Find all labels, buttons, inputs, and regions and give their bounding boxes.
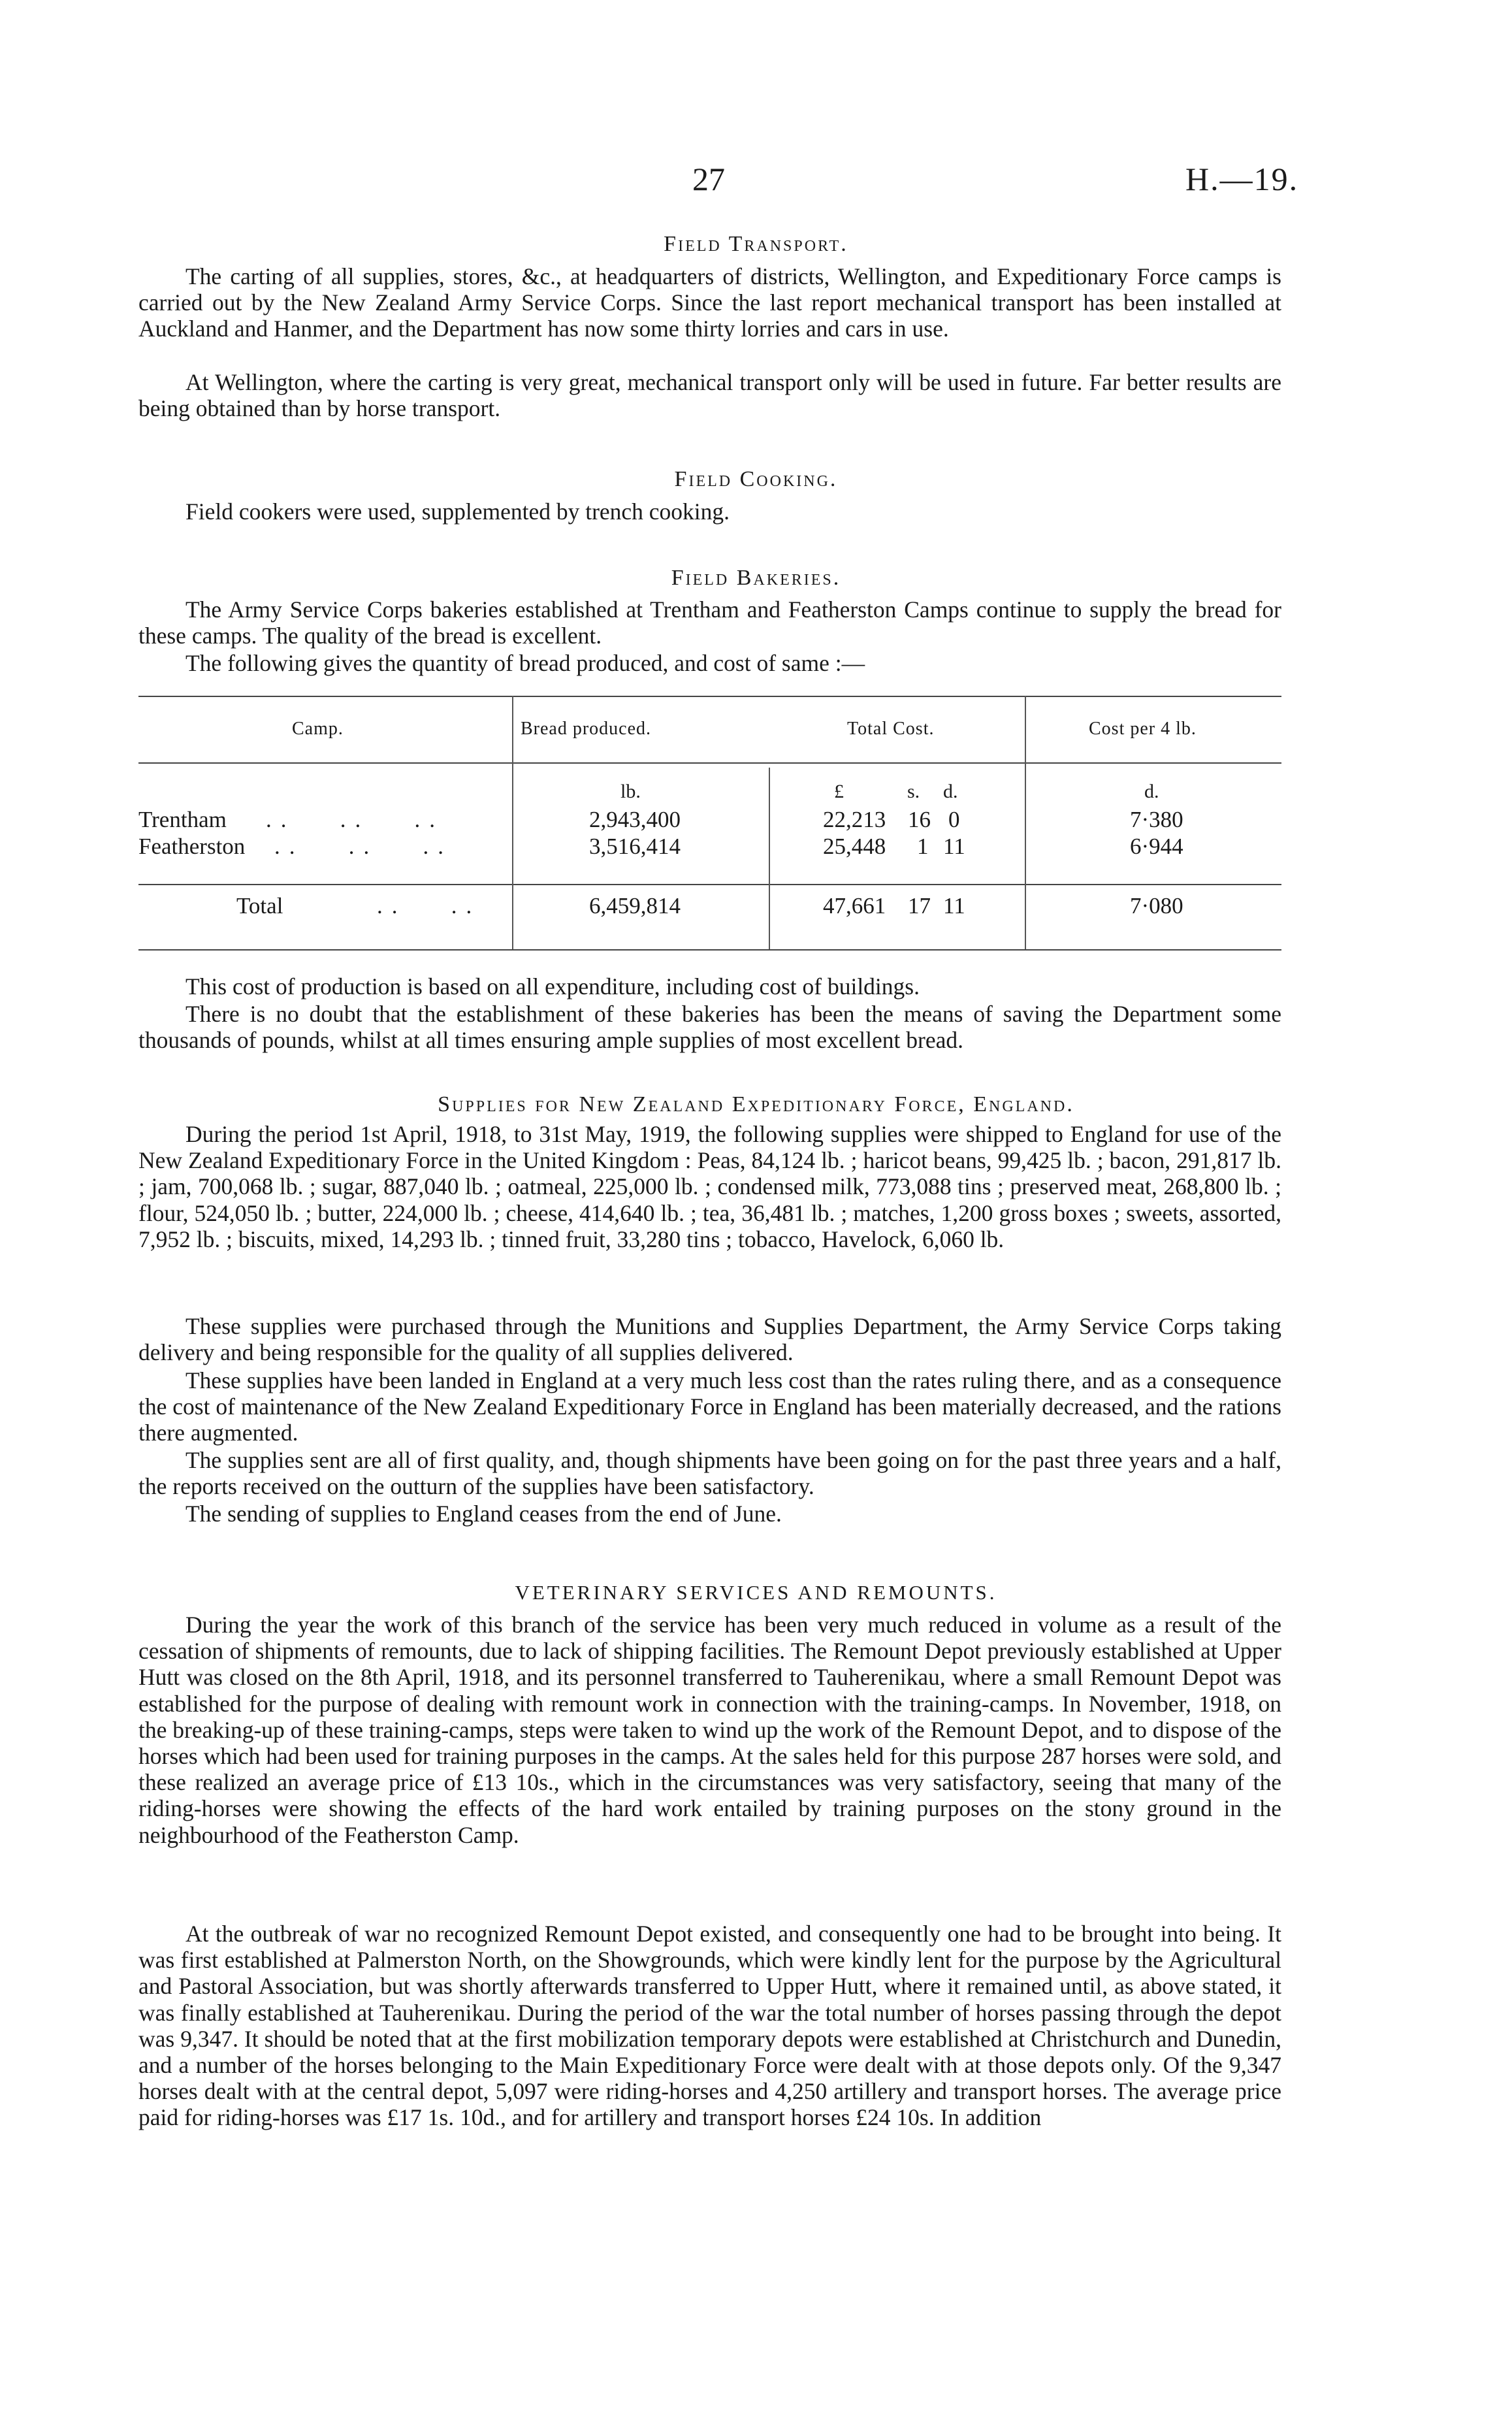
document-reference: H.—19.: [1185, 161, 1299, 197]
row-featherston-cost-per-4lb: 6·944: [1130, 834, 1183, 859]
field-bakeries-paragraph-2: The following gives the quantity of bread produced, and cost of same :—: [185, 650, 865, 676]
supplies-paragraph-1: During the period 1st April, 1918, to 31st May, 1919, the following supplies were shipped to England for use of the New Zealand Expeditionary Force in the United Kingdom : Peas, 84,124 lb. ; haricot beans, 99,425 lb. ; bacon, 291,817 lb. ; jam, 700,068 lb. ; sugar, 887,040 lb. ; oatmeal, 225,000 lb. ; condensed milk, 773,088 tins ; preserved meat, 268,800 lb. ; flour, 524,050 lb. ; butter, 224,000 lb. ; cheese, 414,640 lb. ; tea, 36,481 lb. ; matches, 1,200 gross boxes ; sweets, assorted, 7,952 lb. ; biscuits, mixed, 14,293 lb. ; tinned fruit, 33,280 tins ; tobacco, Havelock, 6,060 lb.: [138, 1121, 1281, 1252]
total-shillings: 17: [908, 893, 931, 919]
row-trentham-pence: 0: [948, 807, 960, 832]
row-trentham-camp: Trentham: [138, 807, 227, 832]
unit-pence: d.: [943, 781, 958, 802]
header-camp: Camp.: [292, 719, 344, 739]
field-transport-paragraph-2: At Wellington, where the carting is very great, mechanical transport only will be used in future. Far better results are being obtained than by horse transport.: [138, 369, 1281, 422]
row-trentham-pounds: 22,213: [823, 807, 886, 832]
row-trentham-cost-per-4lb: 7·380: [1130, 807, 1183, 832]
unit-per-4lb: d.: [1144, 781, 1159, 802]
total-pounds: 47,661: [823, 893, 886, 919]
unit-pounds: £: [834, 781, 844, 802]
supplies-heading: Supplies for New Zealand Expeditionary Force, England.: [438, 1092, 1074, 1116]
row-featherston-bread: 3,516,414: [589, 834, 681, 859]
veterinary-heading: VETERINARY SERVICES AND REMOUNTS.: [515, 1581, 997, 1604]
total-label: Total: [236, 893, 283, 919]
bakeries-after-paragraph-2: There is no doubt that the establishment of these bakeries has been the means of saving the Department some thousands of pounds, whilst at all times ensuring ample supplies of most excellent bread.: [138, 1001, 1281, 1054]
field-cooking-paragraph: Field cookers were used, supplemented by trench cooking.: [185, 498, 730, 525]
table-column-divider: [769, 768, 770, 949]
header-bread-produced: Bread produced.: [521, 719, 652, 739]
supplies-paragraph-4: The supplies sent are all of first quality, and, though shipments have been going on for the past three years and a half, the reports received on the outturn of the supplies have been satisfactory.: [138, 1447, 1281, 1500]
page-number: 27: [692, 161, 725, 197]
veterinary-paragraph-1: During the year the work of this branch of the service has been very much reduced in volume as a result of the cessation of shipments of remounts, due to lack of shipping facilities. The Remount Depot previously established at Upper Hutt was closed on the 8th April, 1918, and its personnel transferred to Tauherenikau, where a small Remount Depot was established for the purpose of dealing with remount work in connection with the training-camps. In November, 1918, on the breaking-up of these training-camps, steps were taken to wind up the work of the Remount Depot, and to dispose of the horses which had been used for training purposes in the camps. At the sales held for this purpose 287 horses were sold, and these realized an average price of £13 10s., which in the circumstances was very satisfactory, seeing that many of the riding-horses were showing the effects of the hard work entailed by training purposes on the stony ground in the neighbourhood of the Featherston Camp.: [138, 1612, 1281, 1848]
row-featherston-camp: Featherston: [138, 834, 246, 859]
row-trentham-bread: 2,943,400: [589, 807, 681, 832]
unit-lb: lb.: [620, 781, 641, 802]
header-cost-per-4lb: Cost per 4 lb.: [1089, 719, 1197, 739]
row-featherston-pounds: 25,448: [823, 834, 886, 859]
leader-dots: .. .. ..: [274, 834, 453, 859]
total-cost-per-4lb: 7·080: [1130, 893, 1183, 919]
total-bread: 6,459,814: [589, 893, 681, 919]
veterinary-paragraph-2: At the outbreak of war no recognized Remount Depot existed, and consequently one had to be brought into being. It was first established at Palmerston North, on the Showgrounds, which were kindly lent for the purpose by the Agricultural and Pastoral Association, but was shortly afterwards transferred to Upper Hutt, where it remained until, as above stated, it was finally established at Tauherenikau. During the period of the war the total number of horses passing through the depot was 9,347. It should be noted that at the first mobilization temporary depots were established at Christchurch and Dunedin, and a number of the horses belonging to the Main Expeditionary Force were dealt with at those depots only. Of the 9,347 horses dealt with at the central depot, 5,097 were riding-horses and 4,250 artillery and transport horses. The average price paid for riding-horses was £17 1s. 10d., and for artillery and transport horses £24 10s. In addition: [138, 1921, 1281, 2131]
bakeries-after-paragraph-1: This cost of production is based on all expenditure, including cost of buildings.: [185, 973, 920, 1000]
row-trentham-shillings: 16: [908, 807, 931, 832]
field-bakeries-heading: Field Bakeries.: [671, 566, 841, 590]
table-column-divider: [1025, 696, 1026, 949]
field-transport-paragraph-1: The carting of all supplies, stores, &c., at headquarters of districts, Wellington, and Expeditionary Force camps is carried out by the New Zealand Army Service Corps. Since the last report mechanical transport has been installed at Auckland and Hanmer, and the Department has now some thirty lorries and cars in use.: [138, 263, 1281, 342]
unit-shillings: s.: [907, 781, 920, 802]
field-cooking-heading: Field Cooking.: [674, 467, 838, 491]
field-transport-heading: Field Transport.: [664, 232, 848, 256]
table-top-rule: [138, 696, 1281, 697]
table-header-rule: [138, 762, 1281, 764]
field-bakeries-paragraph-1: The Army Service Corps bakeries established at Trentham and Featherston Camps continue to supply the bread for these camps. The quality of the bread is excellent.: [138, 596, 1281, 649]
supplies-paragraph-3: These supplies have been landed in England at a very much less cost than the rates ruling there, and as a consequence the cost of maintenance of the New Zealand Expeditionary Force in England has been materially decreased, and the rations there augmented.: [138, 1367, 1281, 1446]
table-total-rule: [138, 884, 1281, 885]
header-total-cost: Total Cost.: [847, 719, 935, 739]
supplies-paragraph-5: The sending of supplies to England ceases from the end of June.: [185, 1501, 782, 1527]
leader-dots: .. ..: [377, 893, 481, 919]
total-pence: 11: [943, 893, 965, 919]
leader-dots: .. .. ..: [266, 807, 444, 832]
row-featherston-pence: 11: [943, 834, 965, 859]
bread-production-table: [138, 696, 1281, 954]
table-bottom-rule: [138, 949, 1281, 951]
table-column-divider: [512, 696, 513, 949]
row-featherston-shillings: 1: [917, 834, 929, 859]
supplies-paragraph-2: These supplies were purchased through the Munitions and Supplies Department, the Army Service Corps taking delivery and being responsible for the quality of all supplies delivered.: [138, 1313, 1281, 1366]
